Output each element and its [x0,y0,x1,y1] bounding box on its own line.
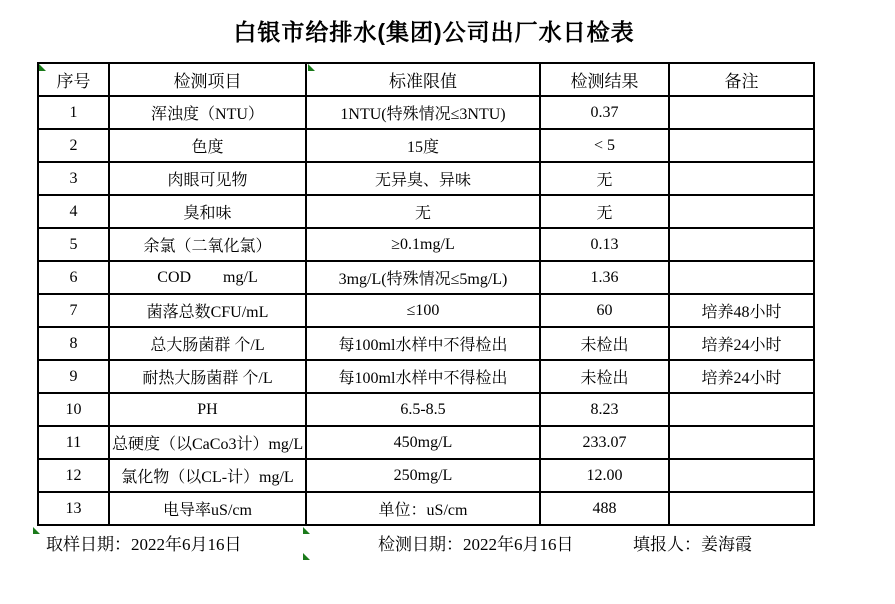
cell-limit: 单位：uS/cm [306,492,540,525]
cell-index: 7 [38,294,109,327]
cell-result: 8.23 [540,393,669,426]
cell-limit: 无 [306,195,540,228]
cell-remark [669,129,814,162]
column-header-result: 检测结果 [540,63,669,96]
cell-limit: ≤100 [306,294,540,327]
cell-remark [669,228,814,261]
cell-result: 12.00 [540,459,669,492]
cell-item: 肉眼可见物 [109,162,306,195]
cell-result: 无 [540,162,669,195]
cell-index: 3 [38,162,109,195]
cell-result: 0.37 [540,96,669,129]
cell-item: 耐热大肠菌群 个/L [109,360,306,393]
cell-index: 5 [38,228,109,261]
cell-item: 总硬度（以CaCo3计）mg/L [109,426,306,459]
header-row [38,63,814,96]
cell-limit: 450mg/L [306,426,540,459]
cell-remark [669,492,814,525]
page-title: 白银市给排水(集团)公司出厂水日检表 [233,19,635,45]
table-row [38,492,814,525]
table-row [38,459,814,492]
column-header-item: 检测项目 [109,63,306,96]
table-row [38,261,814,294]
cell-result: 60 [540,294,669,327]
cell-item: PH [109,393,306,426]
cell-remark [669,459,814,492]
cell-remark [669,426,814,459]
cell-item: 氯化物（以CL-计）mg/L [109,459,306,492]
cell-item: 余氯（二氧化氯） [109,228,306,261]
cell-limit: 6.5-8.5 [306,393,540,426]
cell-remark: 培养48小时 [669,294,814,327]
table-row [38,162,814,195]
table-row [38,426,814,459]
table-row [38,129,814,162]
cell-remark [669,393,814,426]
table-row [38,327,814,360]
cell-result: 未检出 [540,360,669,393]
cell-remark: 培养24小时 [669,360,814,393]
cell-item: 菌落总数CFU/mL [109,294,306,327]
cell-limit: 无异臭、异味 [306,162,540,195]
inspection-table [37,62,815,526]
cell-error-marker-icon [33,527,40,534]
cell-index: 13 [38,492,109,525]
cell-result: 233.07 [540,426,669,459]
cell-item: 总大肠菌群 个/L [109,327,306,360]
cell-item: 臭和味 [109,195,306,228]
cell-limit: ≥0.1mg/L [306,228,540,261]
cell-limit: 1NTU(特殊情况≤3NTU) [306,96,540,129]
cell-limit: 每100ml水样中不得检出 [306,360,540,393]
cell-limit: 3mg/L(特殊情况≤5mg/L) [306,261,540,294]
cell-remark [669,261,814,294]
cell-index: 2 [38,129,109,162]
cell-item: COD mg/L [109,261,306,294]
column-header-remark: 备注 [669,63,814,96]
table-row [38,96,814,129]
cell-index: 11 [38,426,109,459]
cell-index: 8 [38,327,109,360]
cell-remark: 培养24小时 [669,327,814,360]
cell-index: 6 [38,261,109,294]
column-header-limit: 标准限值 [306,63,540,96]
cell-limit: 15度 [306,129,540,162]
cell-remark [669,195,814,228]
cell-remark [669,162,814,195]
cell-index: 9 [38,360,109,393]
cell-result: 0.13 [540,228,669,261]
column-header-index: 序号 [38,63,109,96]
cell-error-marker-icon [303,553,310,560]
cell-result: 1.36 [540,261,669,294]
cell-index: 10 [38,393,109,426]
sampling-date-label: 取样日期：2022年6月16日 [46,535,242,554]
cell-result: 未检出 [540,327,669,360]
cell-result: 488 [540,492,669,525]
cell-remark [669,96,814,129]
table-body [38,96,814,525]
table-row [38,228,814,261]
cell-limit: 每100ml水样中不得检出 [306,327,540,360]
table-row [38,393,814,426]
cell-index: 4 [38,195,109,228]
cell-limit: 250mg/L [306,459,540,492]
cell-error-marker-icon [303,527,310,534]
cell-item: 色度 [109,129,306,162]
cell-item: 浑浊度（NTU） [109,96,306,129]
table-row [38,360,814,393]
cell-index: 1 [38,96,109,129]
cell-item: 电导率uS/cm [109,492,306,525]
cell-result: 无 [540,195,669,228]
cell-index: 12 [38,459,109,492]
reporter-label: 填报人：姜海霞 [633,535,752,554]
table-row [38,195,814,228]
cell-result: < 5 [540,129,669,162]
table-row [38,294,814,327]
test-date-label: 检测日期：2022年6月16日 [378,535,574,554]
